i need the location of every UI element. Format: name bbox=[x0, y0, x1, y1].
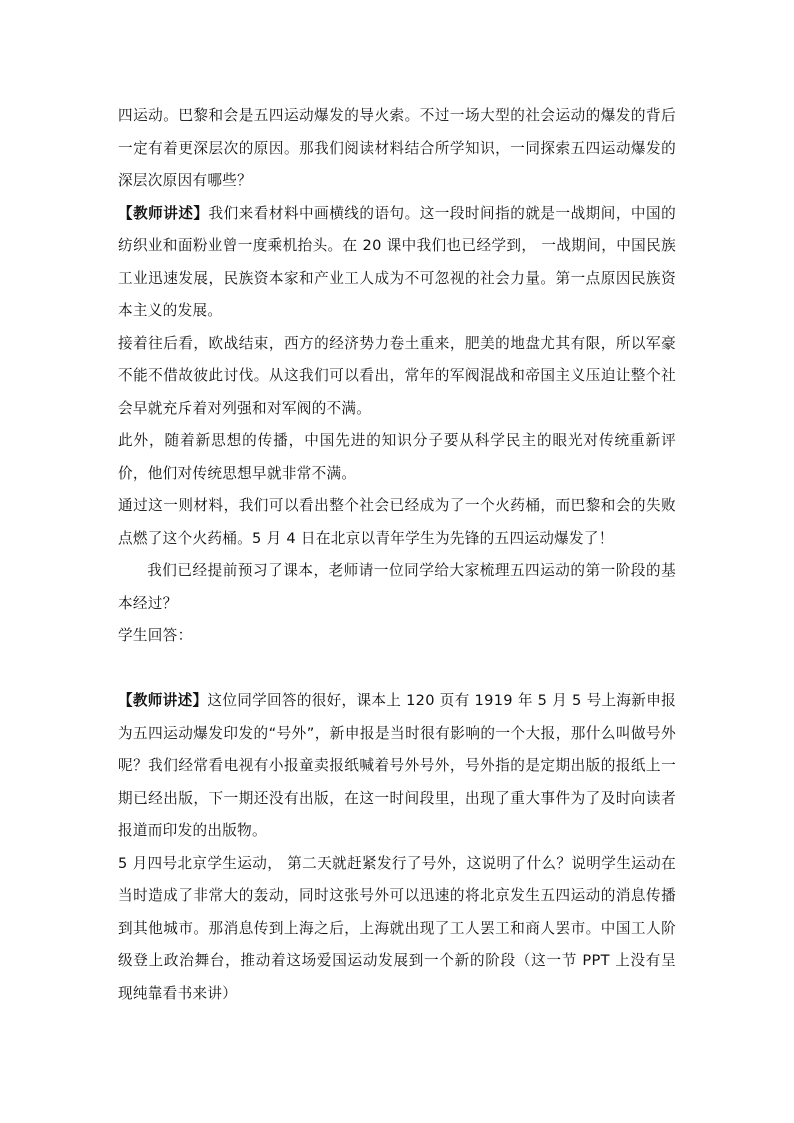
paragraph-powder-keg bbox=[118, 490, 676, 555]
teacher-narration-label: 【教师讲述】 bbox=[118, 204, 209, 222]
paragraph-warlords bbox=[118, 328, 676, 426]
paragraph-text: 四运动。巴黎和会是五四运动爆发的导火索。不过一场大型的社会运动的爆发的背后一定有着更深层次的原因。那我们阅读材料结合所学知识，一同探索五四运动爆发的深层次原因有哪些？ bbox=[118, 107, 676, 189]
paragraph-text: 我们已经提前预习了课本，老师请一位同学给大家梳理五四运动的第一阶段的基本经过？ bbox=[118, 562, 676, 612]
paragraph-teacher-narration-2 bbox=[118, 685, 676, 848]
paragraph-text: 此外，随着新思想的传播，中国先进的知识分子要从科学民主的眼光对传统重新评价，他们对传统思想早就非常不满。 bbox=[118, 432, 676, 482]
paragraph-question bbox=[118, 555, 676, 620]
paragraph-teacher-narration-1 bbox=[118, 198, 676, 328]
blank-line bbox=[118, 653, 676, 686]
paragraph-text: 我们来看材料中画横线的语句。这一段时间指的就是一战期间，中国的纺织业和面粉业曾一度乘机抬头。在 20 课中我们也已经学到， 一战期间，中国民族工业迅速发展，民族资本家和产业工人成为不可忽视的社会力量。第一点原因民族资本主义的发展。 bbox=[118, 204, 676, 319]
paragraph-new-thought bbox=[118, 425, 676, 490]
paragraph-text: 5 月四号北京学生运动， 第二天就赶紧发行了号外，这说明了什么？说明学生运动在当时造成了非常大的轰动，同时这张号外可以迅速的将北京发生五四运动的消息传播到其他城市。那消息传到上海之后，上海就出现了工人罢工和商人罢市。中国工人阶级登上政治舞台，推动着这场爱国运动发展到一个新的阶段（这一节 PPT 上没有呈现纯靠看书来讲） bbox=[118, 854, 676, 1002]
paragraph-intro bbox=[118, 100, 676, 198]
teacher-narration-label: 【教师讲述】 bbox=[118, 692, 208, 709]
paragraph-extra-edition bbox=[118, 848, 676, 1011]
paragraph-student-answer bbox=[118, 620, 676, 653]
document-page bbox=[118, 100, 676, 1010]
paragraph-text: 通过这一则材料，我们可以看出整个社会已经成为了一个火药桶，而巴黎和会的失败点燃了这个火药桶。5 月 4 日在北京以青年学生为先锋的五四运动爆发了！ bbox=[118, 497, 676, 547]
paragraph-text: 学生回答： bbox=[118, 627, 193, 644]
paragraph-text: 这位同学回答的很好，课本上 120 页有 1919 年 5 月 5 号上海新申报为五四运动爆发印发的“号外”，新申报是当时很有影响的一个大报，那什么叫做号外呢？我们经常看电视有小报童卖报纸喊着号外号外，号外指的是定期出版的报纸上一期已经出版，下一期还没有出版，在这一时间段里，出现了重大事件为了及时向读者报道而印发的出版物。 bbox=[118, 692, 676, 839]
paragraph-text: 接着往后看，欧战结束，西方的经济势力卷土重来，肥美的地盘尤其有限，所以军豪不能不借故彼此讨伐。从这我们可以看出，常年的军阀混战和帝国主义压迫让整个社会早就充斥着对列强和对军阀的不满。 bbox=[118, 334, 676, 417]
